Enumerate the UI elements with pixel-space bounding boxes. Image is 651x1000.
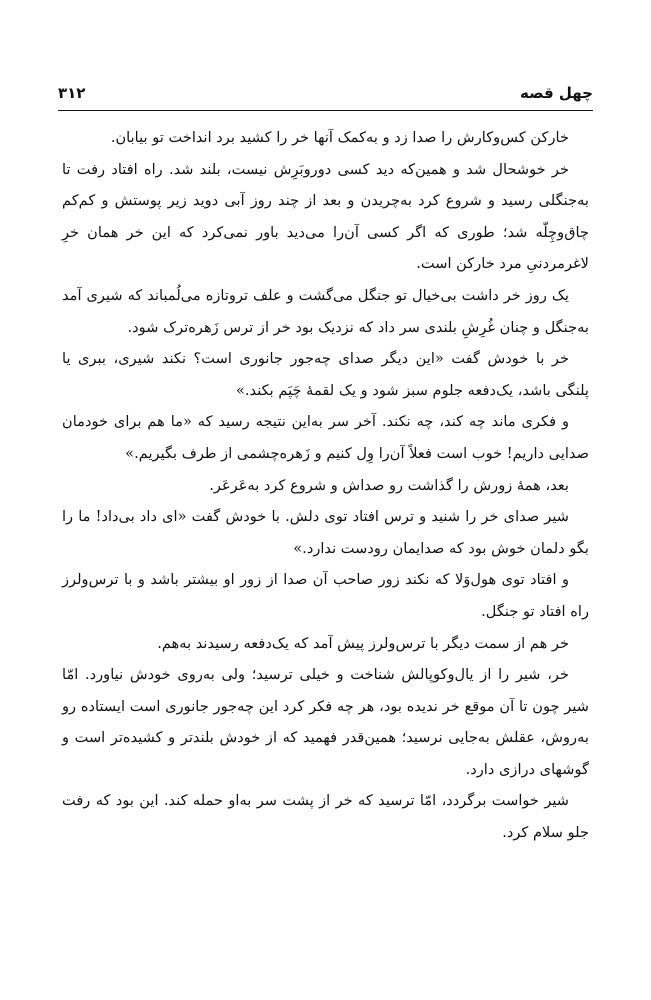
running-title: چهل قصه — [519, 84, 593, 102]
paragraph: خر با خودش گفت «این دیگر صدای چه‌جور جانوری است؟ نکند شیری، ببری یا پلنگی باشد، یک‌دفعه جلوم سبز شود و یک لقمهٔ چَپَم بکند.» — [62, 350, 589, 399]
story-text — [62, 122, 589, 849]
paragraph: شیر خواست برگردد، امّا ترسید که خر از پشت سر به‌او حمله کند. این بود که رفت جلو سلام کرد. — [62, 792, 589, 842]
paragraph: شیر صدای خر را شنید و ترس افتاد توی دلش. با خودش گفت «ای داد بی‌داد! ما را بگو دلمان خوش بود که صدایمان رودست ندارد.» — [62, 508, 589, 557]
header-rule — [58, 110, 593, 111]
paragraph: و افتاد توی هول‌وَلا که نکند زور صاحب آن صدا از زور او بیشتر باشد و با ترس‌ولرز راه افتاد تو جنگل. — [62, 571, 589, 620]
paragraph: یک روز خر داشت بی‌خیال تو جنگل می‌گشت و علف ترو‌تازه می‌لُمباند که شیری آمد به‌جنگل و چنان غُرِشِ بلندی سر داد که نزدیک بود خر از ترس زَهره‌ترک شود. — [62, 286, 589, 336]
paragraph: بعد، همهٔ زورش را گذاشت رو صداش و شروع کرد به‌عَرعَر. — [209, 476, 569, 494]
paragraph: و فکری ماند چه کند، چه نکند. آخر سر به‌این نتیجه رسید که «ما هم برای خودمان صدایی داریم! خوب است فعلاً آن‌را وِل کنیم و زَهره‌چشمی از طرف بگیریم.» — [62, 413, 589, 462]
paragraph: خر، شیر را از یال‌وکوپالش شناخت و خیلی ترسید؛ ولی به‌روی خودش نیاورد. امّا شیر چون تا آن موقع خر ندیده بود، هر چه فکر کرد این چه‌جور جانوری است ایستاده رو به‌روش، عقلش به‌جایی نرسید؛ همین‌قدر فهمید که از خودش بلندتر و کشیده‌تر است و گوشهای درازی دارد. — [62, 666, 589, 778]
page-header — [58, 84, 593, 110]
paragraph: خر خوشحال شد و همین‌که دید کسی دوروبَرِش نیست، بلند شد. راه افتاد رفت تا به‌جنگلی رسید و شروع کرد به‌چریدن و بعد از چند روز آبی دوید زیر پوستش و کم‌کم چاق‌وچِلّه شد؛ طوری که اگر کسی آن‌را می‌دید باور نمی‌کرد که این خر همان خرِ لاغرمردنیِ مرد خارکن است. — [62, 160, 589, 273]
paragraph: خر هم از سمت دیگر با ترس‌ولرز پیش آمد که یک‌دفعه رسیدند به‌هم. — [157, 634, 569, 652]
page-number: ۳۱۲ — [58, 84, 86, 102]
paragraph: خارکن کس‌وکارش را صدا زد و به‌کمک آنها خر را کشید برد انداخت تو بیابان. — [110, 129, 569, 146]
